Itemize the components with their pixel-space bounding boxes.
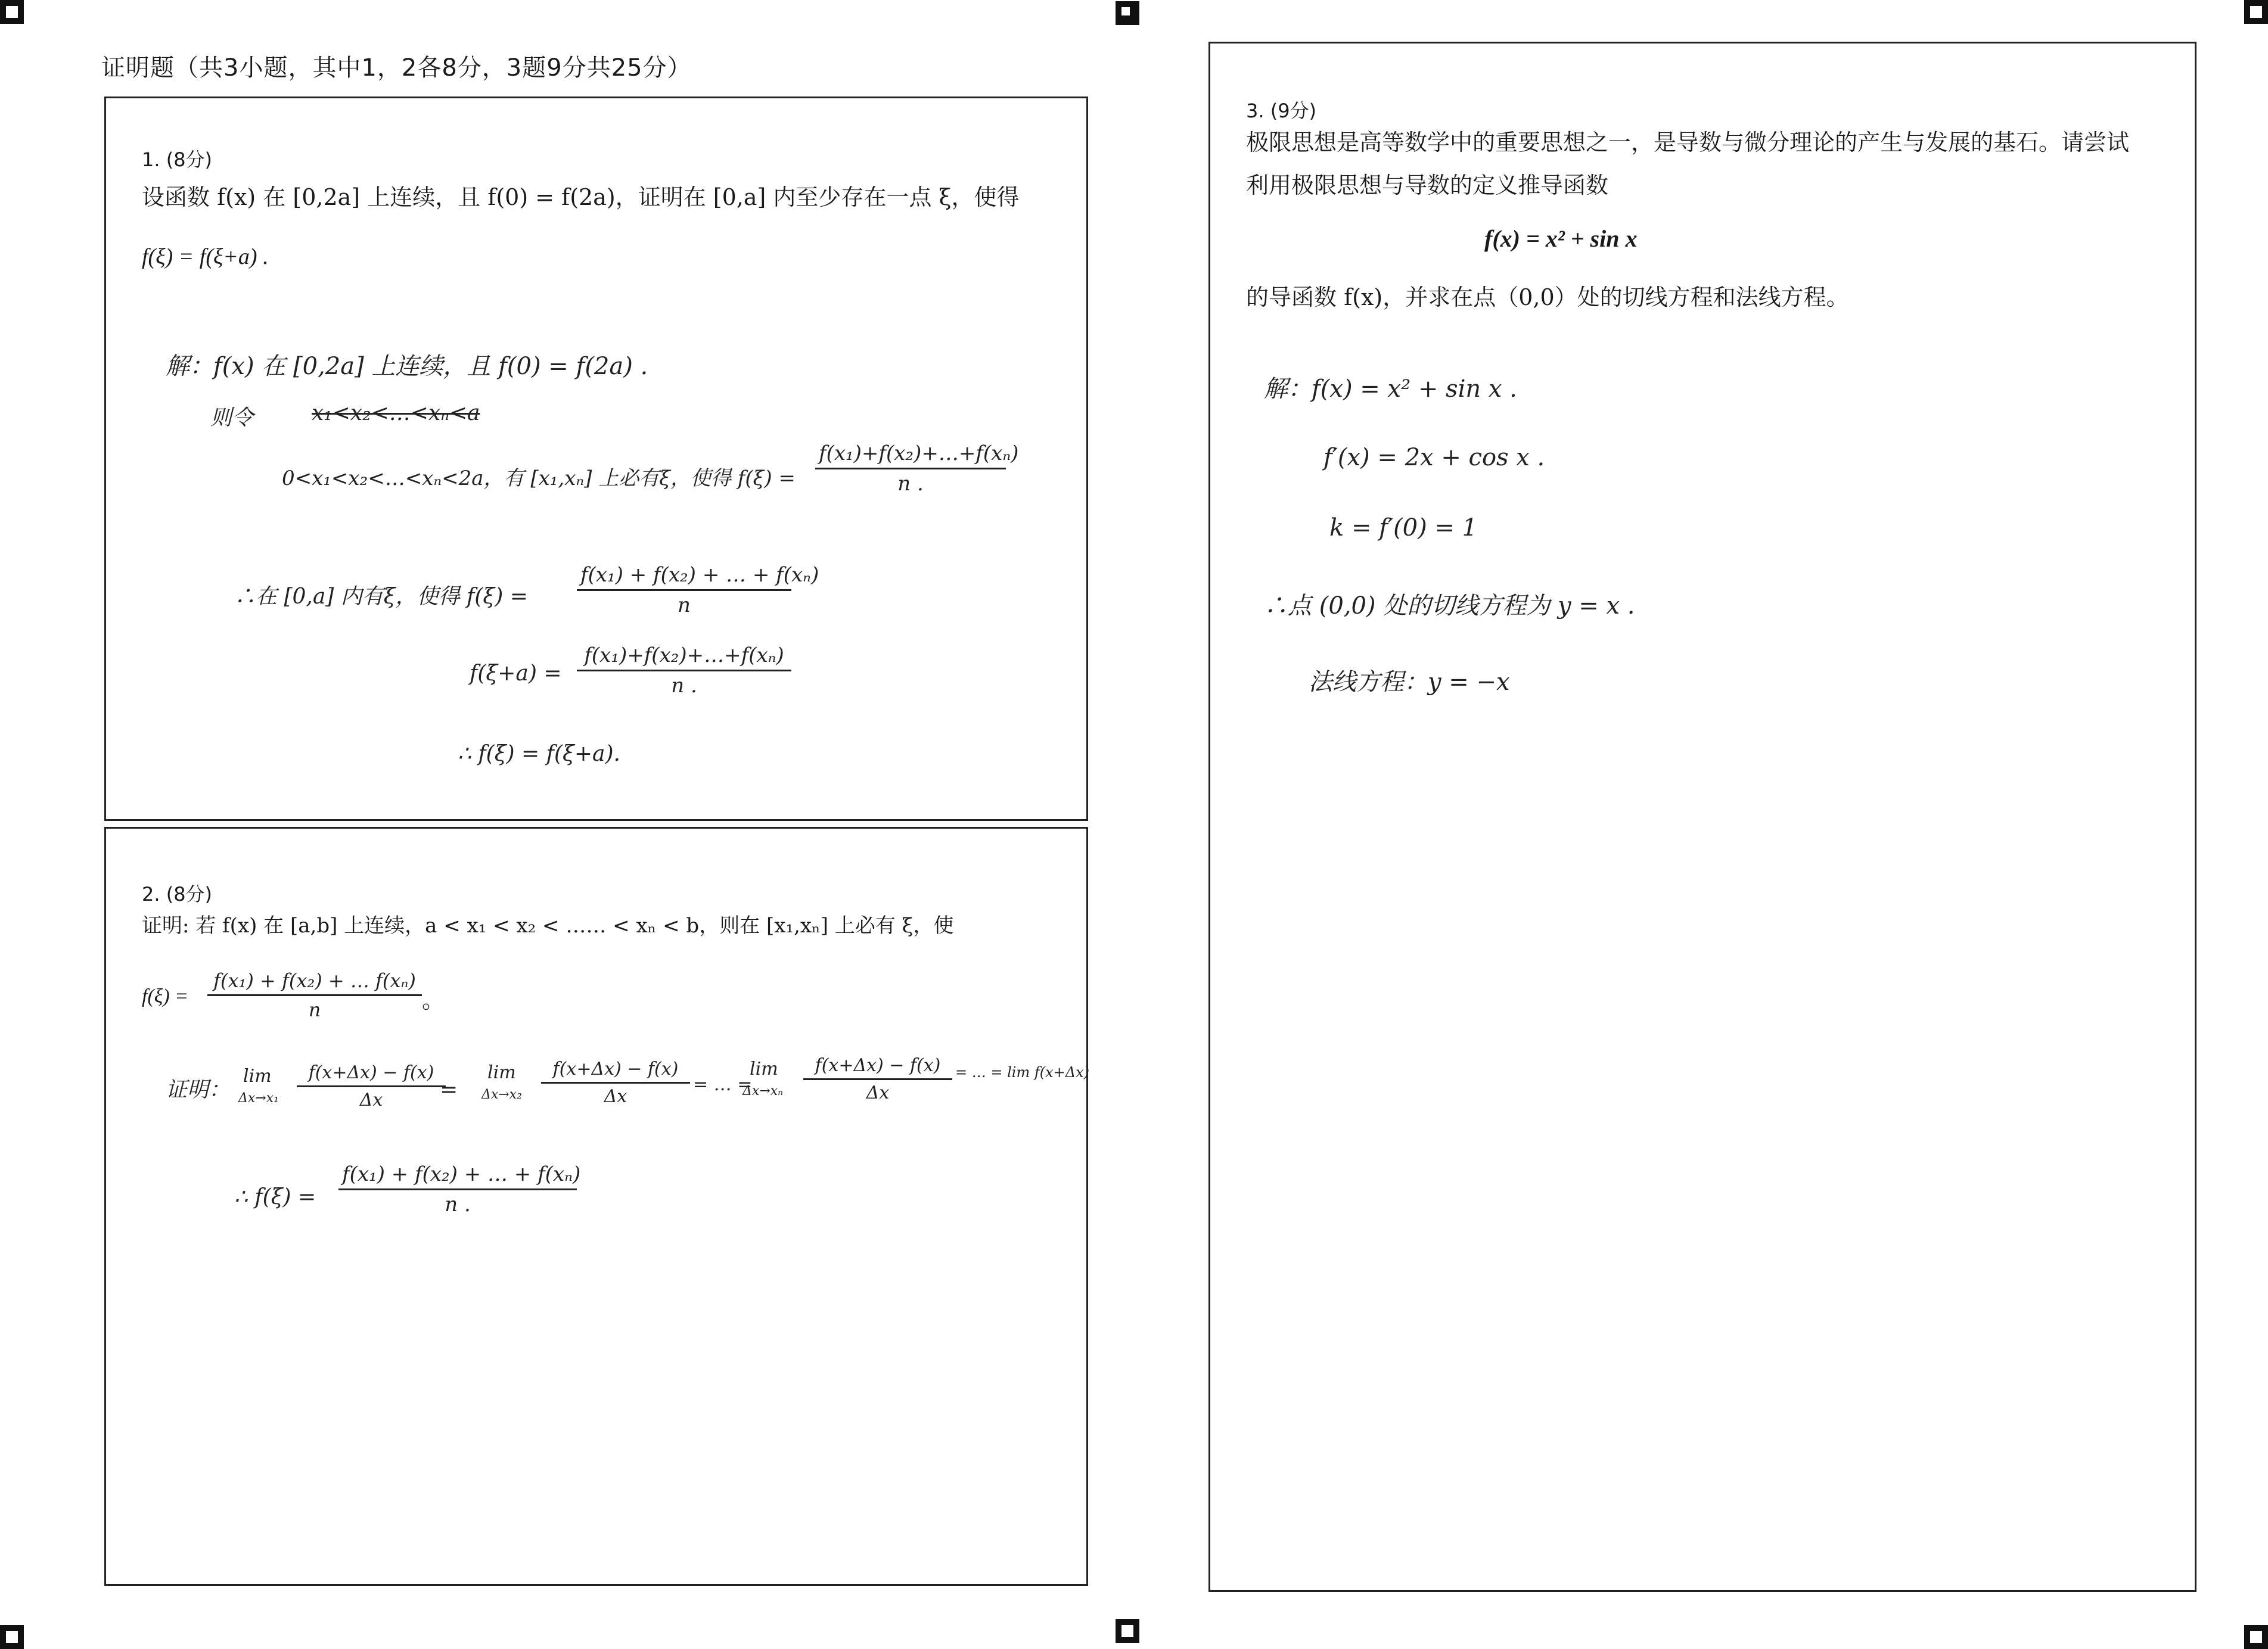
q2-answer-line-2: ∴ f(ξ) = <box>234 1185 316 1209</box>
q1-fraction-1-denominator: n . <box>897 472 924 496</box>
question-3-box <box>1208 42 2196 1592</box>
q1-fraction-3-denominator: n . <box>671 674 697 698</box>
q2-lim-1-subscript: Δx→x₁ <box>238 1091 279 1106</box>
question-2-formula-fraction <box>207 969 422 1021</box>
q1-answer-fraction-2 <box>577 563 819 617</box>
q3-answer-line-4: ∴点 (0,0) 处的切线方程为 y = x . <box>1264 592 1635 620</box>
q2-equals-1: = <box>440 1078 458 1102</box>
corner-marker-bottom-center <box>1116 1619 1139 1643</box>
question-3-statement-end: 的导函数 f(x)，并求在点（0,0）处的切线方程和法线方程。 <box>1246 284 1849 310</box>
q2-answer-tail: = … = lim f(x+Δx) <box>955 1064 1089 1081</box>
q2-answer-fraction-4 <box>338 1162 581 1216</box>
q1-fraction-3-numerator: f(x₁)+f(x₂)+…+f(xₙ) <box>577 643 791 671</box>
question-2-statement: 证明: 若 f(x) 在 [a,b] 上连续，a < x₁ < x₂ < …… < xₙ < b，则在 [x₁,xₙ] 上必有 ξ，使 <box>142 914 954 938</box>
corner-marker-bottom-right <box>2244 1625 2268 1649</box>
q3-answer-line-2: f′(x) = 2x + cos x . <box>1323 444 1545 471</box>
question-1-box <box>104 97 1088 821</box>
question-1-heading: 1. (8分) <box>142 148 213 171</box>
q2-answer-fraction-1 <box>297 1062 446 1110</box>
q2-lim-3: lim <box>750 1059 778 1079</box>
q3-answer-line-1: 解：f(x) = x² + sin x . <box>1264 375 1517 403</box>
q2-formula-denominator: n <box>308 998 321 1021</box>
question-3-heading: 3. (9分) <box>1246 99 1317 122</box>
q1-answer-conclusion: ∴ f(ξ) = f(ξ+a). <box>458 742 620 766</box>
q1-fraction-2-denominator: n <box>678 593 691 617</box>
question-2-box <box>104 827 1088 1586</box>
q2-answer-fraction-2 <box>541 1059 690 1107</box>
question-1-statement-cont: f(ξ) = f(ξ+a) . <box>142 244 269 269</box>
corner-marker-bottom-left <box>0 1625 24 1649</box>
q2-answer-prefix: 证明： <box>166 1078 231 1102</box>
q3-answer-line-3: k = f′(0) = 1 <box>1329 514 1478 542</box>
q2-fraction-1-numerator: f(x+Δx) − f(x) <box>297 1062 446 1087</box>
question-3-formula: f(x) = x² + sin x <box>1484 225 1638 252</box>
corner-marker-top-center <box>1116 1 1139 25</box>
q1-answer-line-5: f(ξ+a) = <box>470 661 562 686</box>
q1-answer-line-1: 解：f(x) 在 [0,2a] 上连续，且 f(0) = f(2a) . <box>166 353 648 380</box>
q2-answer-fraction-3 <box>803 1055 952 1103</box>
q1-answer-line-3: 0<x₁<x₂<…<xₙ<2a，有 [x₁,xₙ] 上必有ξ，使得 f(ξ) = <box>282 466 796 490</box>
q2-ellipsis-equals: = … = <box>693 1074 753 1095</box>
q2-lim-3-subscript: Δx→xₙ <box>742 1084 784 1099</box>
question-2-heading: 2. (8分) <box>142 883 213 906</box>
question-1-statement: 设函数 f(x) 在 [0,2a] 上连续，且 f(0) = f(2a)，证明在 [0,a] 内至少存在一点 ξ，使得 <box>142 184 1020 210</box>
question-2-formula-lhs: f(ξ) = <box>142 985 189 1007</box>
q2-formula-numerator: f(x₁) + f(x₂) + … f(xₙ) <box>207 969 422 996</box>
corner-marker-top-left <box>0 0 24 24</box>
q2-lim-2-subscript: Δx→x₂ <box>481 1087 522 1102</box>
q2-fraction-2-numerator: f(x+Δx) − f(x) <box>541 1059 690 1084</box>
q2-fraction-2-denominator: Δx <box>604 1086 627 1107</box>
q2-fraction-1-denominator: Δx <box>359 1090 383 1110</box>
q1-fraction-2-numerator: f(x₁) + f(x₂) + … + f(xₙ) <box>577 563 791 591</box>
q2-fraction-4-numerator: f(x₁) + f(x₂) + … + f(xₙ) <box>338 1162 577 1190</box>
q2-lim-2: lim <box>487 1062 516 1083</box>
section-title: 证明题（共3小题，其中1，2各8分，3题9分共25分） <box>101 54 692 82</box>
q1-answer-fraction-1 <box>815 441 1019 496</box>
question-3-statement-cont: 利用极限思想与导数的定义推导函数 <box>1246 172 1609 198</box>
q2-fraction-4-denominator: n . <box>445 1193 471 1216</box>
q1-answer-struck-text: x₁<x₂<…<xₙ<a <box>312 401 480 425</box>
corner-marker-top-right <box>2244 0 2268 24</box>
question-3-statement: 极限思想是高等数学中的重要思想之一，是导数与微分理论的产生与发展的基石。请尝试 <box>1246 129 2130 155</box>
q2-lim-1: lim <box>243 1066 272 1087</box>
q1-fraction-1-numerator: f(x₁)+f(x₂)+…+f(xₙ) <box>815 441 1006 469</box>
q1-answer-line-2-prefix: 则令 <box>210 406 254 430</box>
question-2-formula-end: 。 <box>422 987 445 1013</box>
q3-answer-line-5: 法线方程：y = −x <box>1309 668 1510 696</box>
q2-fraction-3-numerator: f(x+Δx) − f(x) <box>803 1055 952 1080</box>
q1-answer-line-4: ∴在 [0,a] 内有ξ，使得 f(ξ) = <box>234 584 528 609</box>
q2-fraction-3-denominator: Δx <box>866 1082 890 1103</box>
q1-answer-fraction-3 <box>577 643 791 698</box>
